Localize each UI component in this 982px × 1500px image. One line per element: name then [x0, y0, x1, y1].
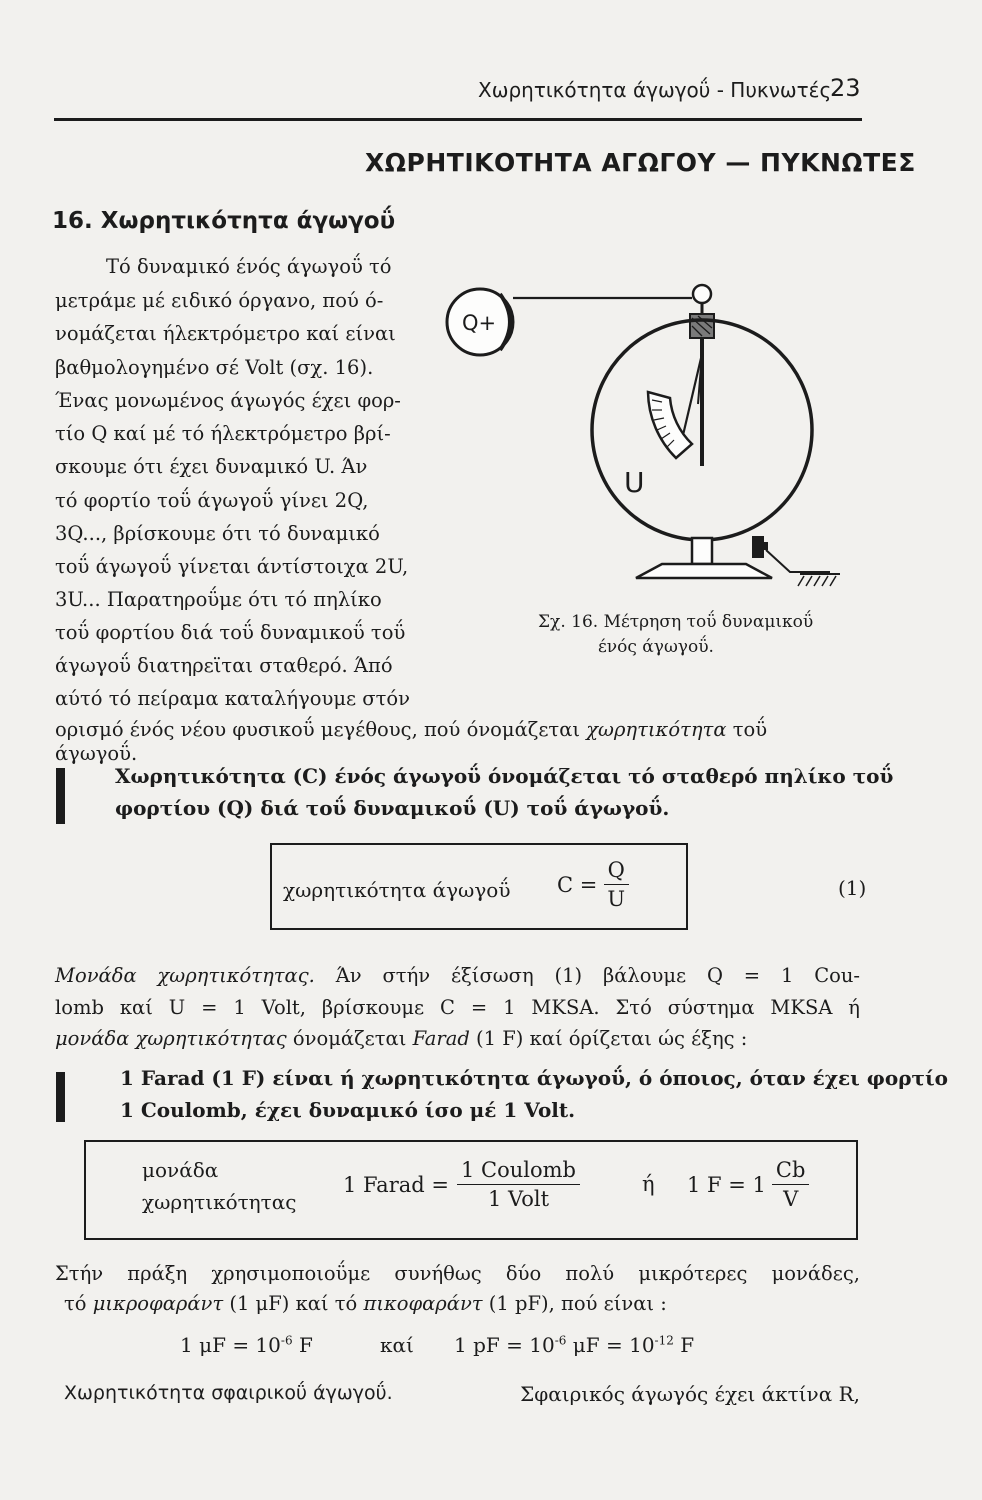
body-line: τό φορτίο τοΰ άγωγοΰ γίνει 2Q, [55, 489, 369, 512]
stand-column [692, 538, 712, 564]
units-equation-left [180, 1333, 313, 1357]
paragraph-line [64, 1292, 667, 1315]
section-title: Χωρητικότητα άγωγοΰ [100, 208, 396, 234]
body-line: σκουμε ότι έχει δυναμικό U. Άν [55, 455, 368, 478]
paragraph-text: (1 F) καί όρίζεται ώς έξης : [476, 1027, 748, 1050]
or-word: ή [642, 1172, 655, 1196]
formula-lhs: C = [557, 872, 598, 897]
fraction [772, 1158, 810, 1211]
paragraph-text: όνομάζεται [292, 1027, 407, 1050]
ground-wire [766, 550, 830, 572]
header-rule [54, 118, 862, 121]
definition-text: 1 Coulomb, έχει δυναμικό ίσο μέ 1 Volt. [120, 1098, 576, 1122]
units-equation-right [454, 1333, 694, 1357]
paragraph-line: lomb καί U = 1 Volt, βρίσκουμε C = 1 MKSA. Στό σύστημα MKSA ή [55, 996, 860, 1019]
paragraph-text: τό [64, 1292, 87, 1315]
formula-lhs: 1 Farad = [343, 1172, 449, 1197]
charge-label: Q+ [462, 311, 497, 335]
running-head: Χωρητικότητα άγωγοΰ - Πυκνωτές [478, 78, 832, 102]
section-heading [52, 208, 395, 234]
body-line: 3U... Παρατηροΰμε ότι τό πηλίκο [55, 588, 382, 611]
paragraph-line [55, 964, 860, 987]
fraction [603, 858, 629, 911]
body-line: τίο Q καί μέ τό ήλεκτρόμετρο βρί- [55, 422, 391, 445]
equation-text: 1 pF = 10 [454, 1333, 555, 1357]
equation-unit: F [292, 1333, 313, 1357]
numerator: Cb [772, 1158, 810, 1185]
chapter-title: ΧΩΡΗΤΙΚΟΤΗΤΑ ΑΓΩΓΟΥ — ΠΥΚΝΩΤΕΣ [365, 148, 916, 177]
subsection-title: Χωρητικότητα σφαιρικοΰ άγωγοΰ. [64, 1382, 393, 1404]
term-italic: χωρητικότητα [586, 718, 727, 741]
definition-marker [56, 1072, 65, 1122]
numerator: 1 Coulomb [457, 1158, 580, 1185]
body-line: νομάζεται ήλεκτρόμετρο καί είναι [55, 322, 396, 345]
body-line: 3Q..., βρίσκουμε ότι τό δυναμικό [55, 522, 380, 545]
paragraph-line: Στήν πράξη χρησιμοποιοΰμε συνήθως δύο πολύ μικρότερες μονάδες, [55, 1262, 860, 1285]
body-text: ορισμό ένός νέου φυσικοΰ μεγέθους, πού όνομάζεται [55, 718, 581, 741]
paragraph-lead: Μονάδα χωρητικότητας. [55, 964, 315, 987]
body-line: άγωγοΰ διατηρεϊται σταθερό. Άπό [55, 654, 393, 677]
term-italic: Farad [412, 1027, 470, 1050]
numerator: Q [604, 858, 629, 885]
formula-2 [343, 1158, 580, 1211]
page-number: 23 [830, 74, 861, 102]
body-line: μετράμε μέ ειδικό όργανο, πού ό- [55, 289, 384, 312]
body-text: τοΰ [732, 718, 768, 741]
body-line: άγωγοΰ. [55, 742, 138, 765]
equation-unit: F [673, 1333, 695, 1357]
term-italic: μικροφαράντ [92, 1292, 224, 1315]
bottom-line [64, 1382, 860, 1406]
formula-label: μονάδα [142, 1158, 219, 1182]
fraction [457, 1158, 580, 1211]
denominator: 1 Volt [487, 1187, 550, 1211]
paragraph-line [55, 1027, 747, 1050]
formula-3 [687, 1158, 809, 1211]
exponent: -6 [280, 1333, 293, 1348]
and-word: καί [380, 1333, 414, 1357]
definition-text: Χωρητικότητα (C) ένός άγωγοΰ όνομάζεται τό σταθερό πηλίκο τοΰ [115, 764, 894, 788]
term-italic: πικοφαράντ [363, 1292, 483, 1315]
figure-caption: ένός άγωγοΰ. [598, 637, 714, 657]
equation-number: (1) [838, 876, 867, 900]
stand-base [636, 564, 772, 578]
term-italic: μονάδα χωρητικότητας [55, 1027, 287, 1050]
formula-lhs: 1 F = 1 [687, 1172, 766, 1197]
body-line: τοΰ φορτίου διά τοΰ δυναμικοΰ τοΰ [55, 621, 406, 644]
body-line: βαθμολογημένο σέ Volt (σχ. 16). [55, 356, 374, 379]
exponent: -12 [654, 1333, 674, 1348]
section-number: 16. [52, 208, 93, 234]
electrometer-figure [440, 280, 880, 600]
denominator: U [607, 887, 626, 911]
definition-text: 1 Farad (1 F) είναι ή χωρητικότητα άγωγοΰ, ό όποιος, όταν έχει φορτίο [120, 1066, 948, 1090]
paragraph-text: (1 μF) καί τό [229, 1292, 358, 1315]
equation-text: μF = 10 [566, 1333, 655, 1357]
formula-label: χωρητικότητα άγωγοΰ [283, 878, 511, 902]
body-line: Ένας μονωμένος άγωγός έχει φορ- [55, 389, 401, 412]
equation-text: 1 μF = 10 [180, 1333, 281, 1357]
figure-caption: Σχ. 16. Μέτρηση τοΰ δυναμικοΰ [538, 612, 814, 632]
paragraph-text: Σφαιρικός άγωγός έχει άκτίνα R, [520, 1382, 860, 1406]
formula-1 [557, 858, 629, 911]
definition-marker [56, 768, 65, 824]
electrometer-knob [693, 285, 711, 303]
paragraph-text: Άν στήν έξίσωση (1) βάλουμε Q = 1 Cou- [335, 964, 861, 987]
denominator: V [783, 1187, 799, 1211]
exponent: -6 [554, 1333, 567, 1348]
body-line: τοΰ άγωγοΰ γίνεται άντίστοιχα 2U, [55, 555, 409, 578]
formula-label: χωρητικότητας [142, 1190, 297, 1214]
body-line: Τό δυναμικό ένός άγωγοΰ τό [106, 255, 392, 278]
definition-text: φορτίου (Q) διά τοΰ δυναμικοΰ (U) τοΰ άγωγοΰ. [115, 796, 670, 820]
voltage-label: U [624, 466, 645, 499]
body-line [55, 718, 767, 741]
paragraph-text: (1 pF), πού είναι : [488, 1292, 667, 1315]
body-line: αύτό τό πείραμα καταλήγουμε στόν [55, 687, 410, 710]
